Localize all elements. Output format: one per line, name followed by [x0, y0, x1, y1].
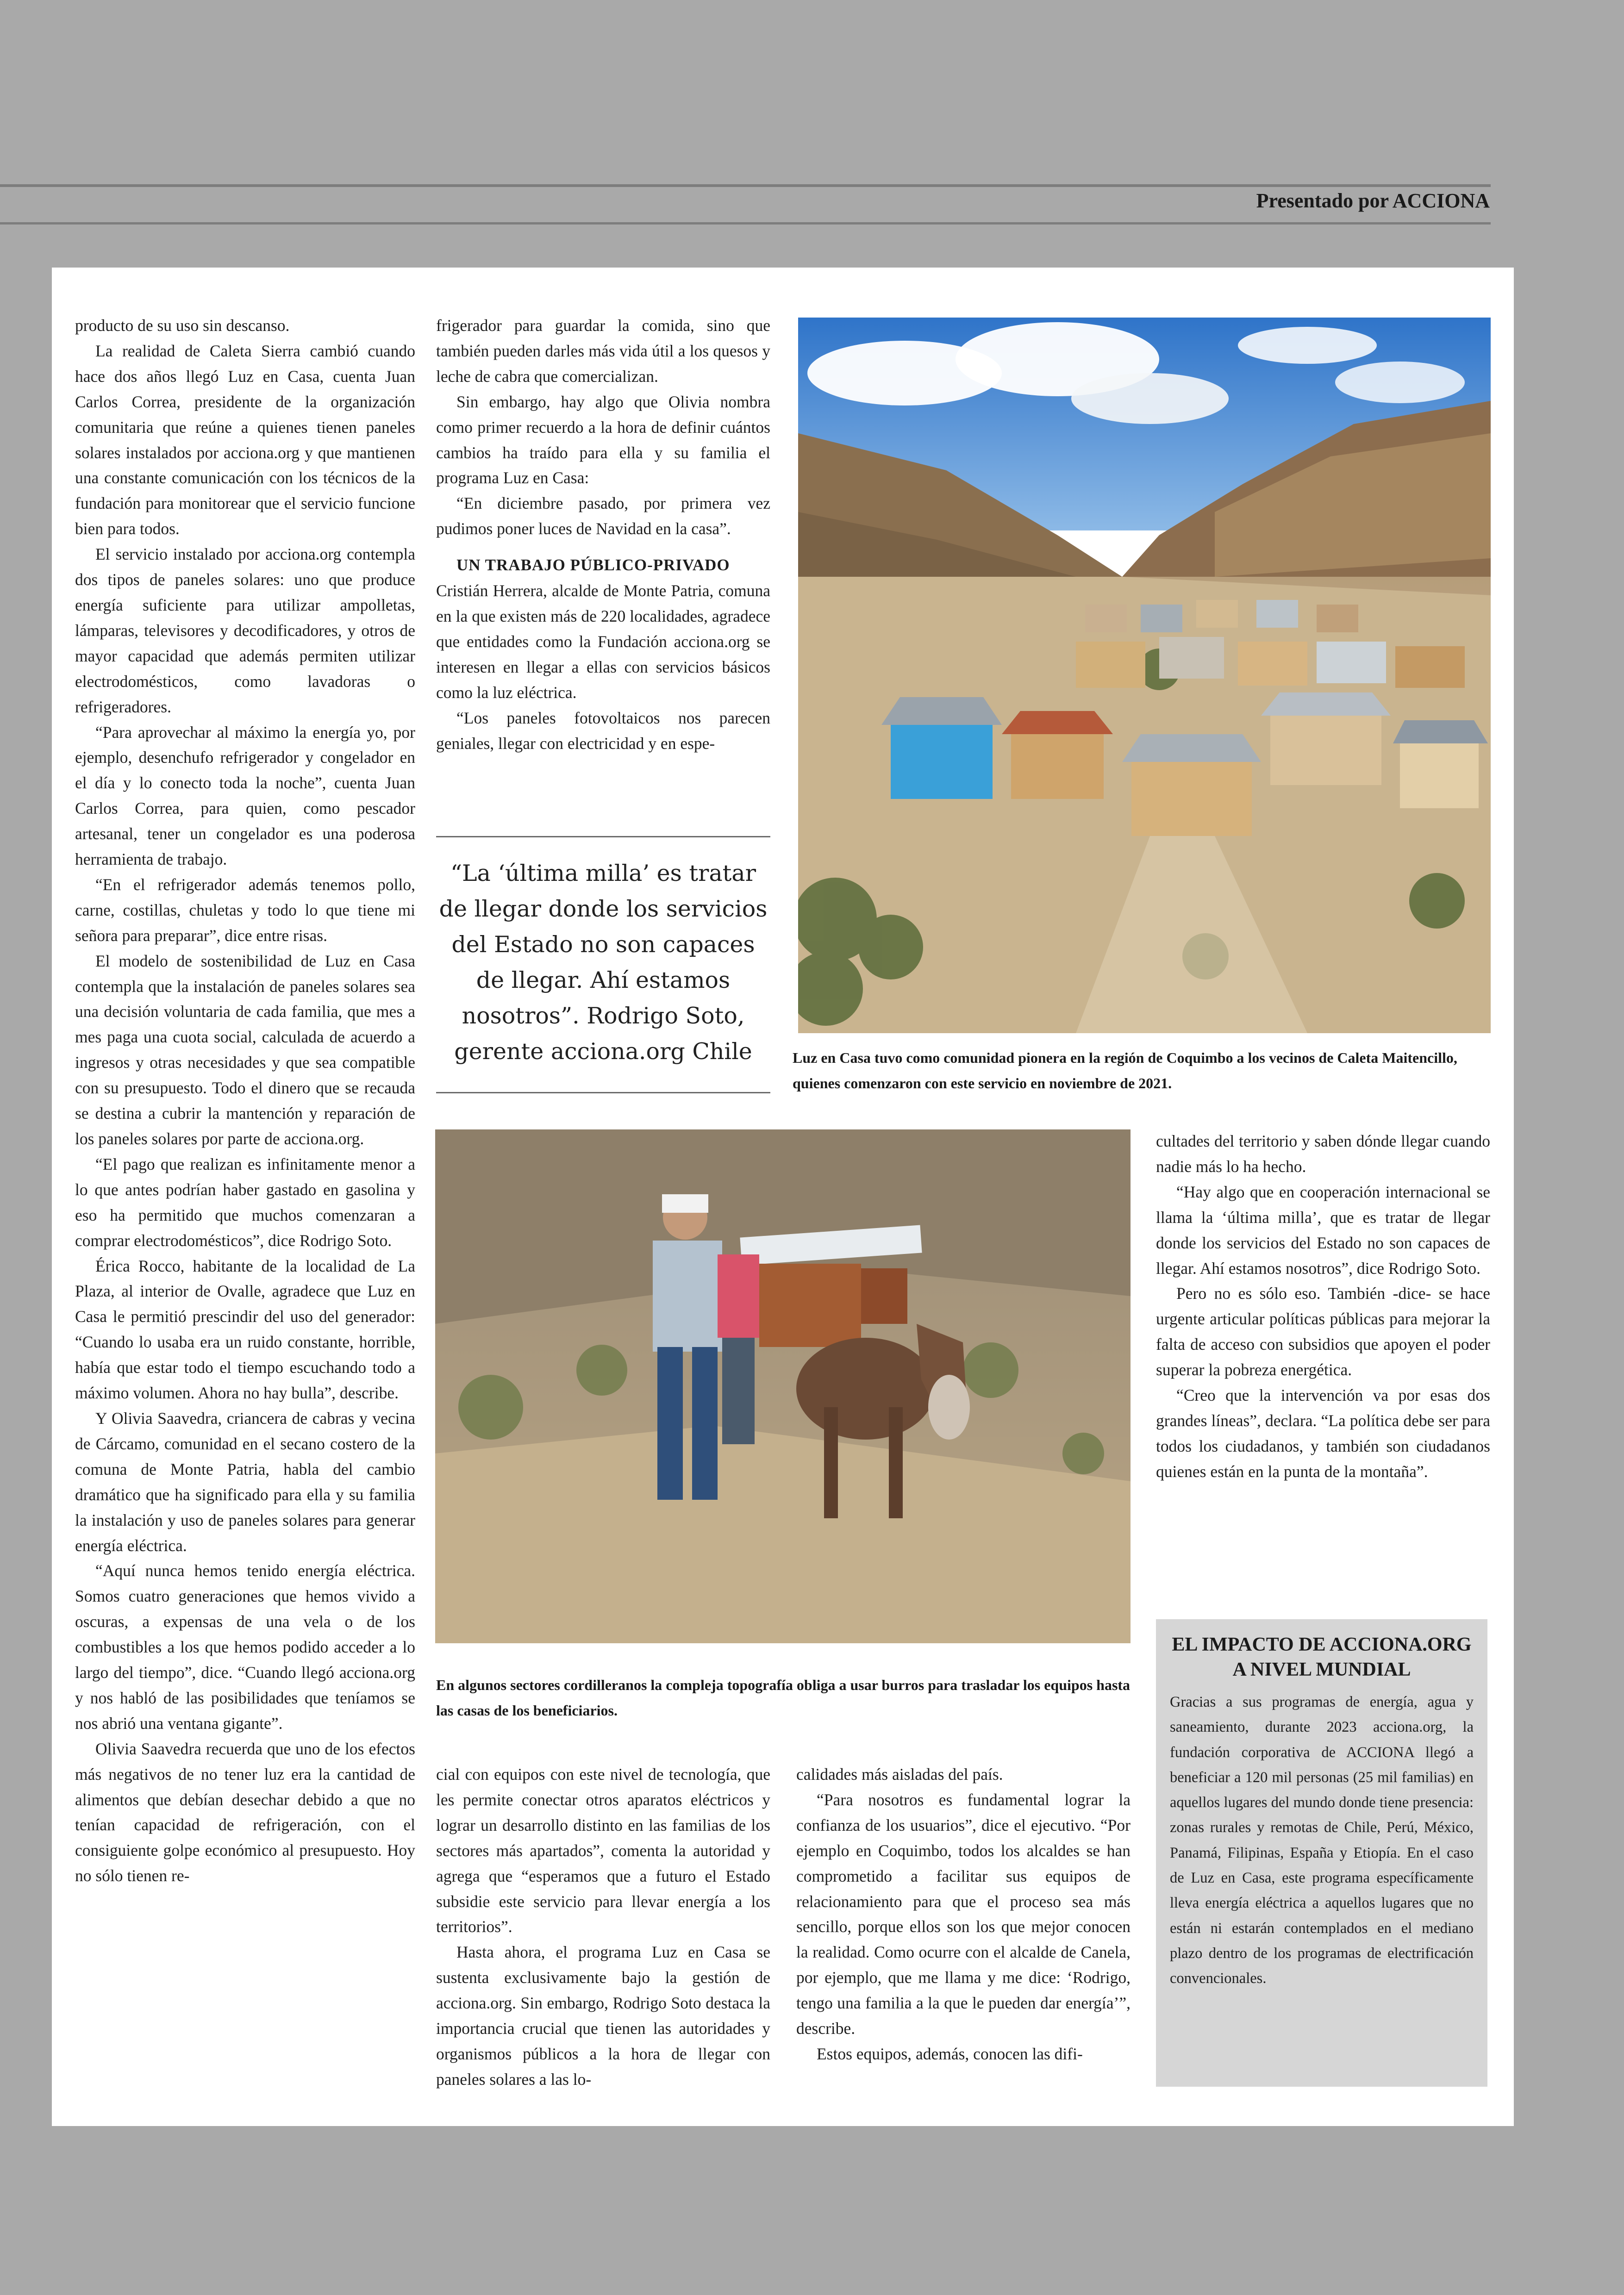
header-rule-bottom: [0, 222, 1491, 225]
sidebar-body: Gracias a sus programas de energía, agua y saneamiento, durante 2023 acciona.org, la fundación corporativa de ACCIONA llegó a beneficiar a 120 mil personas (25 mil familias) en aquellos lugares del mundo donde tiene presencia: zonas rurales y remotas de Chile, Perú, México, Panamá, Filipinas, España y Etiopía. En el caso de Luz en Casa, este programa específicamente lleva energía eléctrica a aquellos lugares que no están ni estarán contemplados en el mediano plazo dentro de los programas de electrificación convencionales.: [1170, 1694, 1474, 1987]
paragraph: cial con equipos con este nivel de tecnología, que les permite conectar otros aparatos eléctricos y lograr un desarrollo distinto en las familias de los sectores más apartados”, comenta la autoridad y agrega que “esperamos que a futuro el Estado subsidie este servicio para llevar energía a los territorios”.: [436, 1765, 770, 1936]
paragraph: “El pago que realizan es infinitamente menor a lo que antes podrían haber gastado en gasolina y eso ha permitido que muchos comenzaran a comprar electrodomésticos”, dice Rodrigo Soto.: [75, 1154, 415, 1250]
pullquote-rule-bottom: [436, 1092, 770, 1093]
sponsor-label: Presentado por ACCIONA: [1256, 189, 1490, 212]
impact-sidebar-box: [1156, 1619, 1487, 2087]
paragraph: producto de su uso sin descanso.: [75, 316, 290, 335]
sidebar-title: EL IMPACTO DE ACCIONA.ORG A NIVEL MUNDIAL: [1172, 1634, 1472, 1680]
article-column-3-bottom: [796, 1762, 1131, 2067]
paragraph: Sin embargo, hay algo que Olivia nombra como primer recuerdo a la hora de definir cuántos cambios ha traído para ella y su familia el programa Luz en Casa:: [436, 392, 770, 487]
newspaper-page: [52, 268, 1514, 2126]
paragraph: La realidad de Caleta Sierra cambió cuando hace dos años llegó Luz en Casa, cuenta Juan Carlos Correa, presidente de la organización comunitaria que reúne a quienes tienen paneles solares instalados por acciona.org y que mantienen una constante comunicación con los técnicos de la fundación para monitorear que el servicio funcione bien para todos.: [75, 341, 415, 538]
photo1-caption: Luz en Casa tuvo como comunidad pionera en la región de Coquimbo a los vecinos de Caleta Maitencillo, quienes comenzaron con este servicio en noviembre de 2021.: [793, 1049, 1457, 1091]
paragraph: Estos equipos, además, conocen las difi-: [817, 2044, 1083, 2063]
paragraph: Hasta ahora, el programa Luz en Casa se sustenta exclusivamente bajo la gestión de acciona.org. Sin embargo, Rodrigo Soto destaca la importancia crucial que tienen las autoridades y organismos públicos a la hora de llegar con paneles solares a las lo-: [436, 1943, 770, 2089]
donkey-transport-photo: [435, 1129, 1131, 1643]
article-column-1: [75, 313, 415, 2090]
photo2-caption: En algunos sectores cordilleranos la compleja topografía obliga a usar burros para trasladar los equipos hasta las casas de los beneficiarios.: [436, 1677, 1131, 1719]
paragraph: calidades más aisladas del país.: [796, 1765, 1003, 1784]
paragraph: “Aquí nunca hemos tenido energía eléctrica. Somos cuatro generaciones que hemos vivido a oscuras, a expensas de una vela o de los combustibles a los que hemos podido acceder a lo largo del tiempo”, dice. “Cuando llegó acciona.org y nos habló de las posibilidades que teníamos se nos abrió una ventana gigante”.: [75, 1561, 415, 1733]
paragraph: Olivia Saavedra recuerda que uno de los efectos más negativos de no tener luz era la cantidad de alimentos que debían desechar debido a que no tenían capacidad de refrigeración, con el consiguiente golpe económico al presupuesto. Hoy no sólo tienen re-: [75, 1739, 415, 1885]
pullquote-rule-top: [436, 836, 770, 837]
paragraph: “Creo que la intervención va por esas dos grandes líneas”, declara. “La política debe ser para todos los ciudadanos, y también son ciudadanos quienes están en la punta de la montaña”.: [1156, 1386, 1490, 1481]
header-rule-top: [0, 184, 1491, 187]
donkey-transport-illustration: [435, 1129, 1131, 1643]
paragraph: El modelo de sostenibilidad de Luz en Casa contempla que la instalación de paneles solares sea una decisión voluntaria de cada familia, que mes a mes paga una cuota social, calculada de acuerdo a ingresos y otras necesidades y que sea compatible con su presupuesto. Todo el dinero que se recauda se destina a cubrir la mantención y reparación de los paneles solares por parte de acciona.org.: [75, 951, 415, 1148]
paragraph: “Para nosotros es fundamental lograr la confianza de los usuarios”, dice el ejecutivo. “Por ejemplo en Coquimbo, todos los alcaldes se han comprometido a facilitar sus equipos de relacionamiento para que el proceso sea más sencillo, porque ellos son los que mejor conocen la realidad. Como ocurre con el alcalde de Canela, por ejemplo, que me llama y me dice: ‘Rodrigo, tengo una familia a la que le pueden dar energía’”, describe.: [796, 1790, 1131, 2038]
paragraph: “Los paneles fotovoltaicos nos parecen geniales, llegar con electricidad y en espe-: [436, 708, 770, 753]
article-column-4-mid: [1156, 1129, 1490, 1484]
village-valley-illustration: [798, 318, 1491, 1033]
article-column-2-top: [436, 313, 770, 756]
paragraph: Y Olivia Saavedra, criancera de cabras y vecina de Cárcamo, comunidad en el secano costero de la comuna de Monte Patria, habla del cambio dramático que ha significado para ella y su familia la instalación y uso de paneles solares para generar energía eléctrica.: [75, 1409, 415, 1555]
paragraph: Pero no es sólo eso. También -dice- se hace urgente articular políticas públicas para mejorar la falta de acceso con subsidios que apoyen el poder superar la pobreza energética.: [1156, 1284, 1490, 1379]
article-column-2-bottom: [436, 1762, 770, 2092]
paragraph: “En diciembre pasado, por primera vez pudimos poner luces de Navidad en la casa”.: [436, 494, 770, 538]
section-subhead: UN TRABAJO PÚBLICO-PRIVADO: [456, 556, 730, 574]
paragraph: El servicio instalado por acciona.org contempla dos tipos de paneles solares: uno que produce energía suficiente para utilizar ampolletas, lámparas, televisores y decodificadores, y otros de mayor capacidad que además permiten utilizar electrodomésticos, como lavadoras o refrigeradores.: [75, 545, 415, 716]
paragraph: “Hay algo que en cooperación internacional se llama la ‘última milla’, que es tratar de llegar donde los servicios del Estado no son capaces de llegar. Ahí estamos nosotros”, dice Rodrigo Soto.: [1156, 1182, 1490, 1278]
paragraph: Érica Rocco, habitante de la localidad de La Plaza, al interior de Ovalle, agradece que Luz en Casa le permitió prescindir del uso del generador: “Cuando lo usaba era un ruido constante, horrible, había que estar todo el tiempo escuchando todo a máximo volumen. Ahora no hay bulla”, describe.: [75, 1256, 415, 1403]
paragraph: “En el refrigerador además tenemos pollo, carne, costillas, chuletas y todo lo que tiene mi señora para preparar”, dice entre risas.: [75, 875, 415, 945]
village-valley-photo: [798, 318, 1491, 1033]
paragraph: frigerador para guardar la comida, sino que también pueden darles más vida útil a los quesos y leche de cabra que comercializan.: [436, 316, 770, 386]
pull-quote: “La ‘última milla’ es tratar de llegar donde los servicios del Estado no son capaces de llegar. Ahí estamos nosotros”. Rodrigo Soto, gerente acciona.org Chile: [439, 860, 768, 1065]
paragraph: Cristián Herrera, alcalde de Monte Patria, comuna en la que existen más de 220 localidades, agradece que entidades como la Fundación acciona.org se interesen en llegar a ellas con servicios básicos como la luz eléctrica.: [436, 581, 770, 702]
paragraph: “Para aprovechar al máximo la energía yo, por ejemplo, desenchufo refrigerador y congelador en el día y lo conecto toda la noche”, cuenta Juan Carlos Correa, para quien, como pescador artesanal, tener un congelador es una poderosa herramienta de trabajo.: [75, 723, 415, 869]
paragraph: cultades del territorio y saben dónde llegar cuando nadie más lo ha hecho.: [1156, 1132, 1490, 1176]
